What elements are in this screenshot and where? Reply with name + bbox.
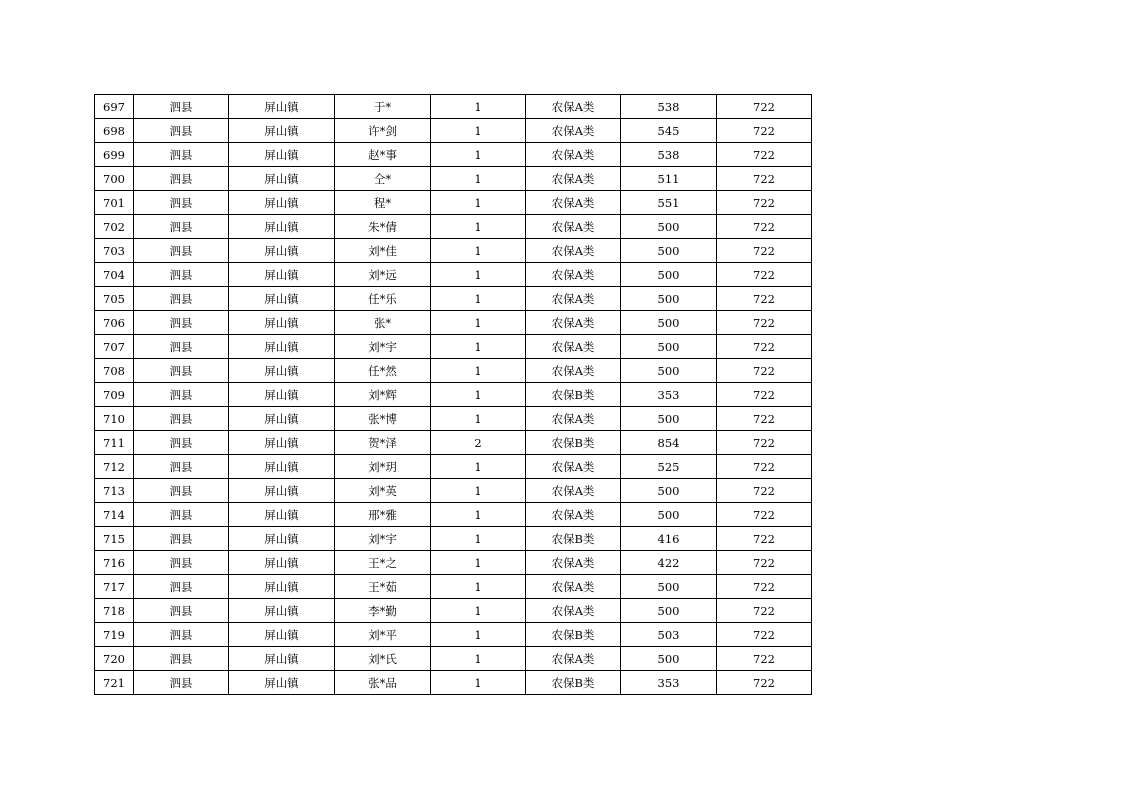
cell-count: 1 [431,119,526,143]
cell-amount: 511 [621,167,717,191]
table-row [95,623,812,647]
cell-standard: 722 [717,95,812,119]
cell-name: 程* [335,191,431,215]
cell-county: 泗县 [134,599,229,623]
cell-category: 农保A类 [526,191,621,215]
cell-index: 719 [95,623,134,647]
cell-category: 农保A类 [526,359,621,383]
table-row [95,575,812,599]
cell-count: 1 [431,455,526,479]
cell-name: 邢*雅 [335,503,431,527]
cell-town: 屏山镇 [229,671,335,695]
cell-category: 农保A类 [526,503,621,527]
table-row [95,599,812,623]
cell-county: 泗县 [134,623,229,647]
table-row [95,479,812,503]
cell-count: 1 [431,479,526,503]
cell-count: 1 [431,95,526,119]
cell-standard: 722 [717,239,812,263]
table-row [95,191,812,215]
cell-category: 农保B类 [526,527,621,551]
table-row [95,647,812,671]
cell-town: 屏山镇 [229,455,335,479]
cell-county: 泗县 [134,455,229,479]
cell-count: 1 [431,215,526,239]
cell-amount: 500 [621,263,717,287]
cell-town: 屏山镇 [229,287,335,311]
cell-amount: 525 [621,455,717,479]
table-row [95,455,812,479]
cell-count: 1 [431,335,526,359]
cell-count: 1 [431,407,526,431]
cell-index: 716 [95,551,134,575]
cell-town: 屏山镇 [229,599,335,623]
cell-amount: 422 [621,551,717,575]
cell-name: 朱*倩 [335,215,431,239]
cell-amount: 500 [621,599,717,623]
cell-town: 屏山镇 [229,479,335,503]
cell-index: 698 [95,119,134,143]
cell-name: 刘*宇 [335,527,431,551]
cell-index: 718 [95,599,134,623]
cell-standard: 722 [717,527,812,551]
cell-count: 1 [431,623,526,647]
table-row [95,167,812,191]
table-row [95,263,812,287]
cell-standard: 722 [717,479,812,503]
cell-town: 屏山镇 [229,431,335,455]
cell-amount: 416 [621,527,717,551]
cell-index: 721 [95,671,134,695]
cell-category: 农保A类 [526,575,621,599]
cell-town: 屏山镇 [229,503,335,527]
cell-count: 1 [431,599,526,623]
cell-standard: 722 [717,599,812,623]
cell-category: 农保B类 [526,383,621,407]
cell-town: 屏山镇 [229,167,335,191]
cell-amount: 500 [621,335,717,359]
cell-index: 714 [95,503,134,527]
cell-count: 1 [431,311,526,335]
cell-count: 1 [431,359,526,383]
cell-town: 屏山镇 [229,95,335,119]
cell-standard: 722 [717,575,812,599]
table-row [95,359,812,383]
cell-county: 泗县 [134,359,229,383]
table-row [95,671,812,695]
cell-county: 泗县 [134,311,229,335]
cell-county: 泗县 [134,671,229,695]
cell-category: 农保A类 [526,479,621,503]
cell-index: 697 [95,95,134,119]
cell-standard: 722 [717,503,812,527]
cell-count: 1 [431,647,526,671]
cell-name: 许*剑 [335,119,431,143]
cell-town: 屏山镇 [229,311,335,335]
cell-amount: 500 [621,239,717,263]
cell-standard: 722 [717,455,812,479]
cell-name: 王*茹 [335,575,431,599]
cell-amount: 854 [621,431,717,455]
table-row [95,383,812,407]
data-table [94,94,812,695]
cell-index: 706 [95,311,134,335]
cell-index: 703 [95,239,134,263]
table-row [95,143,812,167]
cell-town: 屏山镇 [229,215,335,239]
cell-amount: 538 [621,95,717,119]
cell-count: 1 [431,575,526,599]
cell-name: 刘*氏 [335,647,431,671]
cell-town: 屏山镇 [229,119,335,143]
cell-index: 704 [95,263,134,287]
cell-town: 屏山镇 [229,527,335,551]
cell-category: 农保B类 [526,623,621,647]
cell-county: 泗县 [134,575,229,599]
cell-index: 709 [95,383,134,407]
cell-town: 屏山镇 [229,335,335,359]
cell-standard: 722 [717,119,812,143]
table-row [95,311,812,335]
cell-standard: 722 [717,551,812,575]
cell-amount: 551 [621,191,717,215]
cell-index: 700 [95,167,134,191]
cell-name: 任*乐 [335,287,431,311]
cell-category: 农保A类 [526,455,621,479]
cell-index: 702 [95,215,134,239]
cell-count: 1 [431,503,526,527]
cell-standard: 722 [717,311,812,335]
cell-name: 仝* [335,167,431,191]
cell-index: 720 [95,647,134,671]
cell-index: 713 [95,479,134,503]
cell-index: 717 [95,575,134,599]
cell-category: 农保A类 [526,143,621,167]
cell-name: 张*博 [335,407,431,431]
cell-amount: 500 [621,215,717,239]
cell-county: 泗县 [134,431,229,455]
cell-amount: 503 [621,623,717,647]
cell-county: 泗县 [134,239,229,263]
cell-category: 农保A类 [526,215,621,239]
table-row [95,503,812,527]
table-row [95,287,812,311]
cell-town: 屏山镇 [229,575,335,599]
cell-name: 贺*泽 [335,431,431,455]
cell-index: 711 [95,431,134,455]
cell-amount: 500 [621,647,717,671]
cell-count: 1 [431,167,526,191]
cell-name: 刘*辉 [335,383,431,407]
cell-town: 屏山镇 [229,359,335,383]
cell-name: 刘*佳 [335,239,431,263]
cell-category: 农保A类 [526,263,621,287]
table-row [95,335,812,359]
table-row [95,119,812,143]
table-body [95,95,812,695]
cell-county: 泗县 [134,527,229,551]
cell-county: 泗县 [134,167,229,191]
cell-name: 刘*远 [335,263,431,287]
cell-county: 泗县 [134,143,229,167]
cell-count: 1 [431,671,526,695]
cell-amount: 545 [621,119,717,143]
cell-category: 农保B类 [526,671,621,695]
cell-standard: 722 [717,167,812,191]
table-row [95,215,812,239]
cell-name: 王*之 [335,551,431,575]
cell-standard: 722 [717,431,812,455]
cell-category: 农保A类 [526,335,621,359]
cell-category: 农保A类 [526,647,621,671]
cell-count: 1 [431,239,526,263]
cell-town: 屏山镇 [229,191,335,215]
cell-standard: 722 [717,263,812,287]
cell-county: 泗县 [134,647,229,671]
cell-category: 农保B类 [526,431,621,455]
cell-category: 农保A类 [526,407,621,431]
cell-category: 农保A类 [526,119,621,143]
cell-category: 农保A类 [526,311,621,335]
cell-name: 任*然 [335,359,431,383]
cell-town: 屏山镇 [229,551,335,575]
cell-county: 泗县 [134,479,229,503]
cell-county: 泗县 [134,191,229,215]
cell-town: 屏山镇 [229,143,335,167]
cell-town: 屏山镇 [229,383,335,407]
cell-index: 710 [95,407,134,431]
table-row [95,431,812,455]
cell-index: 707 [95,335,134,359]
cell-category: 农保A类 [526,95,621,119]
cell-count: 1 [431,527,526,551]
cell-name: 赵*事 [335,143,431,167]
cell-standard: 722 [717,335,812,359]
cell-index: 708 [95,359,134,383]
cell-amount: 500 [621,503,717,527]
cell-name: 刘*平 [335,623,431,647]
cell-category: 农保A类 [526,239,621,263]
cell-county: 泗县 [134,551,229,575]
cell-amount: 500 [621,359,717,383]
cell-amount: 500 [621,575,717,599]
cell-standard: 722 [717,359,812,383]
cell-name: 张* [335,311,431,335]
cell-standard: 722 [717,383,812,407]
table-row [95,407,812,431]
cell-name: 于* [335,95,431,119]
cell-standard: 722 [717,287,812,311]
cell-standard: 722 [717,215,812,239]
cell-count: 1 [431,551,526,575]
cell-amount: 500 [621,287,717,311]
cell-amount: 538 [621,143,717,167]
cell-county: 泗县 [134,383,229,407]
cell-amount: 500 [621,311,717,335]
cell-county: 泗县 [134,503,229,527]
cell-name: 刘*宇 [335,335,431,359]
cell-category: 农保A类 [526,287,621,311]
cell-count: 1 [431,287,526,311]
cell-category: 农保A类 [526,167,621,191]
cell-town: 屏山镇 [229,239,335,263]
cell-count: 2 [431,431,526,455]
cell-count: 1 [431,143,526,167]
cell-county: 泗县 [134,119,229,143]
cell-count: 1 [431,383,526,407]
cell-standard: 722 [717,191,812,215]
cell-town: 屏山镇 [229,647,335,671]
cell-index: 699 [95,143,134,167]
cell-category: 农保A类 [526,599,621,623]
cell-standard: 722 [717,623,812,647]
cell-name: 李*勤 [335,599,431,623]
cell-name: 张*品 [335,671,431,695]
cell-amount: 353 [621,671,717,695]
cell-county: 泗县 [134,95,229,119]
cell-town: 屏山镇 [229,263,335,287]
table-row [95,527,812,551]
cell-index: 712 [95,455,134,479]
cell-standard: 722 [717,647,812,671]
cell-amount: 500 [621,479,717,503]
cell-standard: 722 [717,407,812,431]
cell-county: 泗县 [134,215,229,239]
cell-amount: 500 [621,407,717,431]
cell-index: 701 [95,191,134,215]
cell-county: 泗县 [134,407,229,431]
cell-county: 泗县 [134,263,229,287]
cell-name: 刘*玥 [335,455,431,479]
table-row [95,239,812,263]
cell-standard: 722 [717,143,812,167]
table-row [95,551,812,575]
cell-name: 刘*英 [335,479,431,503]
cell-town: 屏山镇 [229,407,335,431]
table-row [95,95,812,119]
cell-town: 屏山镇 [229,623,335,647]
cell-index: 705 [95,287,134,311]
cell-county: 泗县 [134,287,229,311]
cell-county: 泗县 [134,335,229,359]
cell-standard: 722 [717,671,812,695]
cell-index: 715 [95,527,134,551]
cell-category: 农保A类 [526,551,621,575]
cell-amount: 353 [621,383,717,407]
cell-count: 1 [431,263,526,287]
cell-count: 1 [431,191,526,215]
